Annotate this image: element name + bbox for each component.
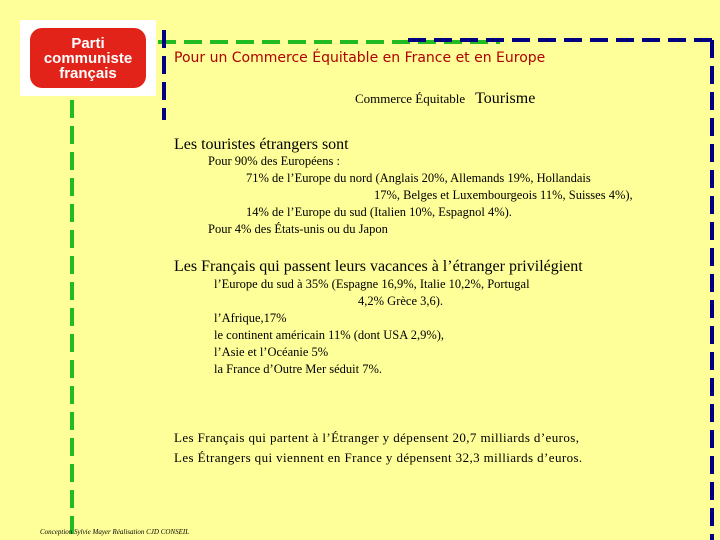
credit-text: Conception Sylvie Mayer Réalisation CJD CONSEIL [40,528,190,536]
subtitle-part-2: Tourisme [475,90,536,107]
section2-line: la France d’Outre Mer séduit 7%. [214,362,382,376]
subtitle-part-1: Commerce Équitable [355,91,466,106]
section1-line: 17%, Belges et Luxembourgeois 11%, Suisses 4%), [374,188,633,202]
party-logo-badge [30,28,146,88]
summary-line: Les Français qui partent à l’Étranger y dépensent 20,7 milliards d’euros, [174,430,580,445]
section2-line: 4,2% Grèce 3,6). [358,294,444,308]
section1-line: Pour 4% des États-unis ou du Japon [208,222,388,236]
section1-line: 71% de l’Europe du nord (Anglais 20%, Allemands 19%, Hollandais [246,171,591,185]
summary-line: Les Étrangers qui viennent en France y dépensent 32,3 milliards d’euros. [174,450,583,465]
page-title: Pour un Commerce Équitable en France et en Europe [174,50,546,66]
section1-line: 14% de l’Europe du sud (Italien 10%, Espagnol 4%). [246,205,512,219]
logo-line-3: français [59,64,117,82]
section2-line: l’Europe du sud à 35% (Espagne 16,9%, Italie 10,2%, Portugal [214,277,530,291]
section2-line: l’Afrique,17% [214,311,287,325]
section1-heading: Les touristes étrangers sont [174,136,349,153]
party-logo [20,20,156,96]
logo-line-1: Parti [71,34,105,52]
section2-line: le continent américain 11% (dont USA 2,9%), [214,328,445,342]
section2-heading: Les Français qui passent leurs vacances à l’étranger privilégient [174,258,583,275]
page-subtitle [355,90,535,108]
section2-line: l’Asie et l’Océanie 5% [214,345,329,359]
logo-line-2: communiste [43,49,133,67]
section1-line: Pour 90% des Européens : [208,154,340,168]
